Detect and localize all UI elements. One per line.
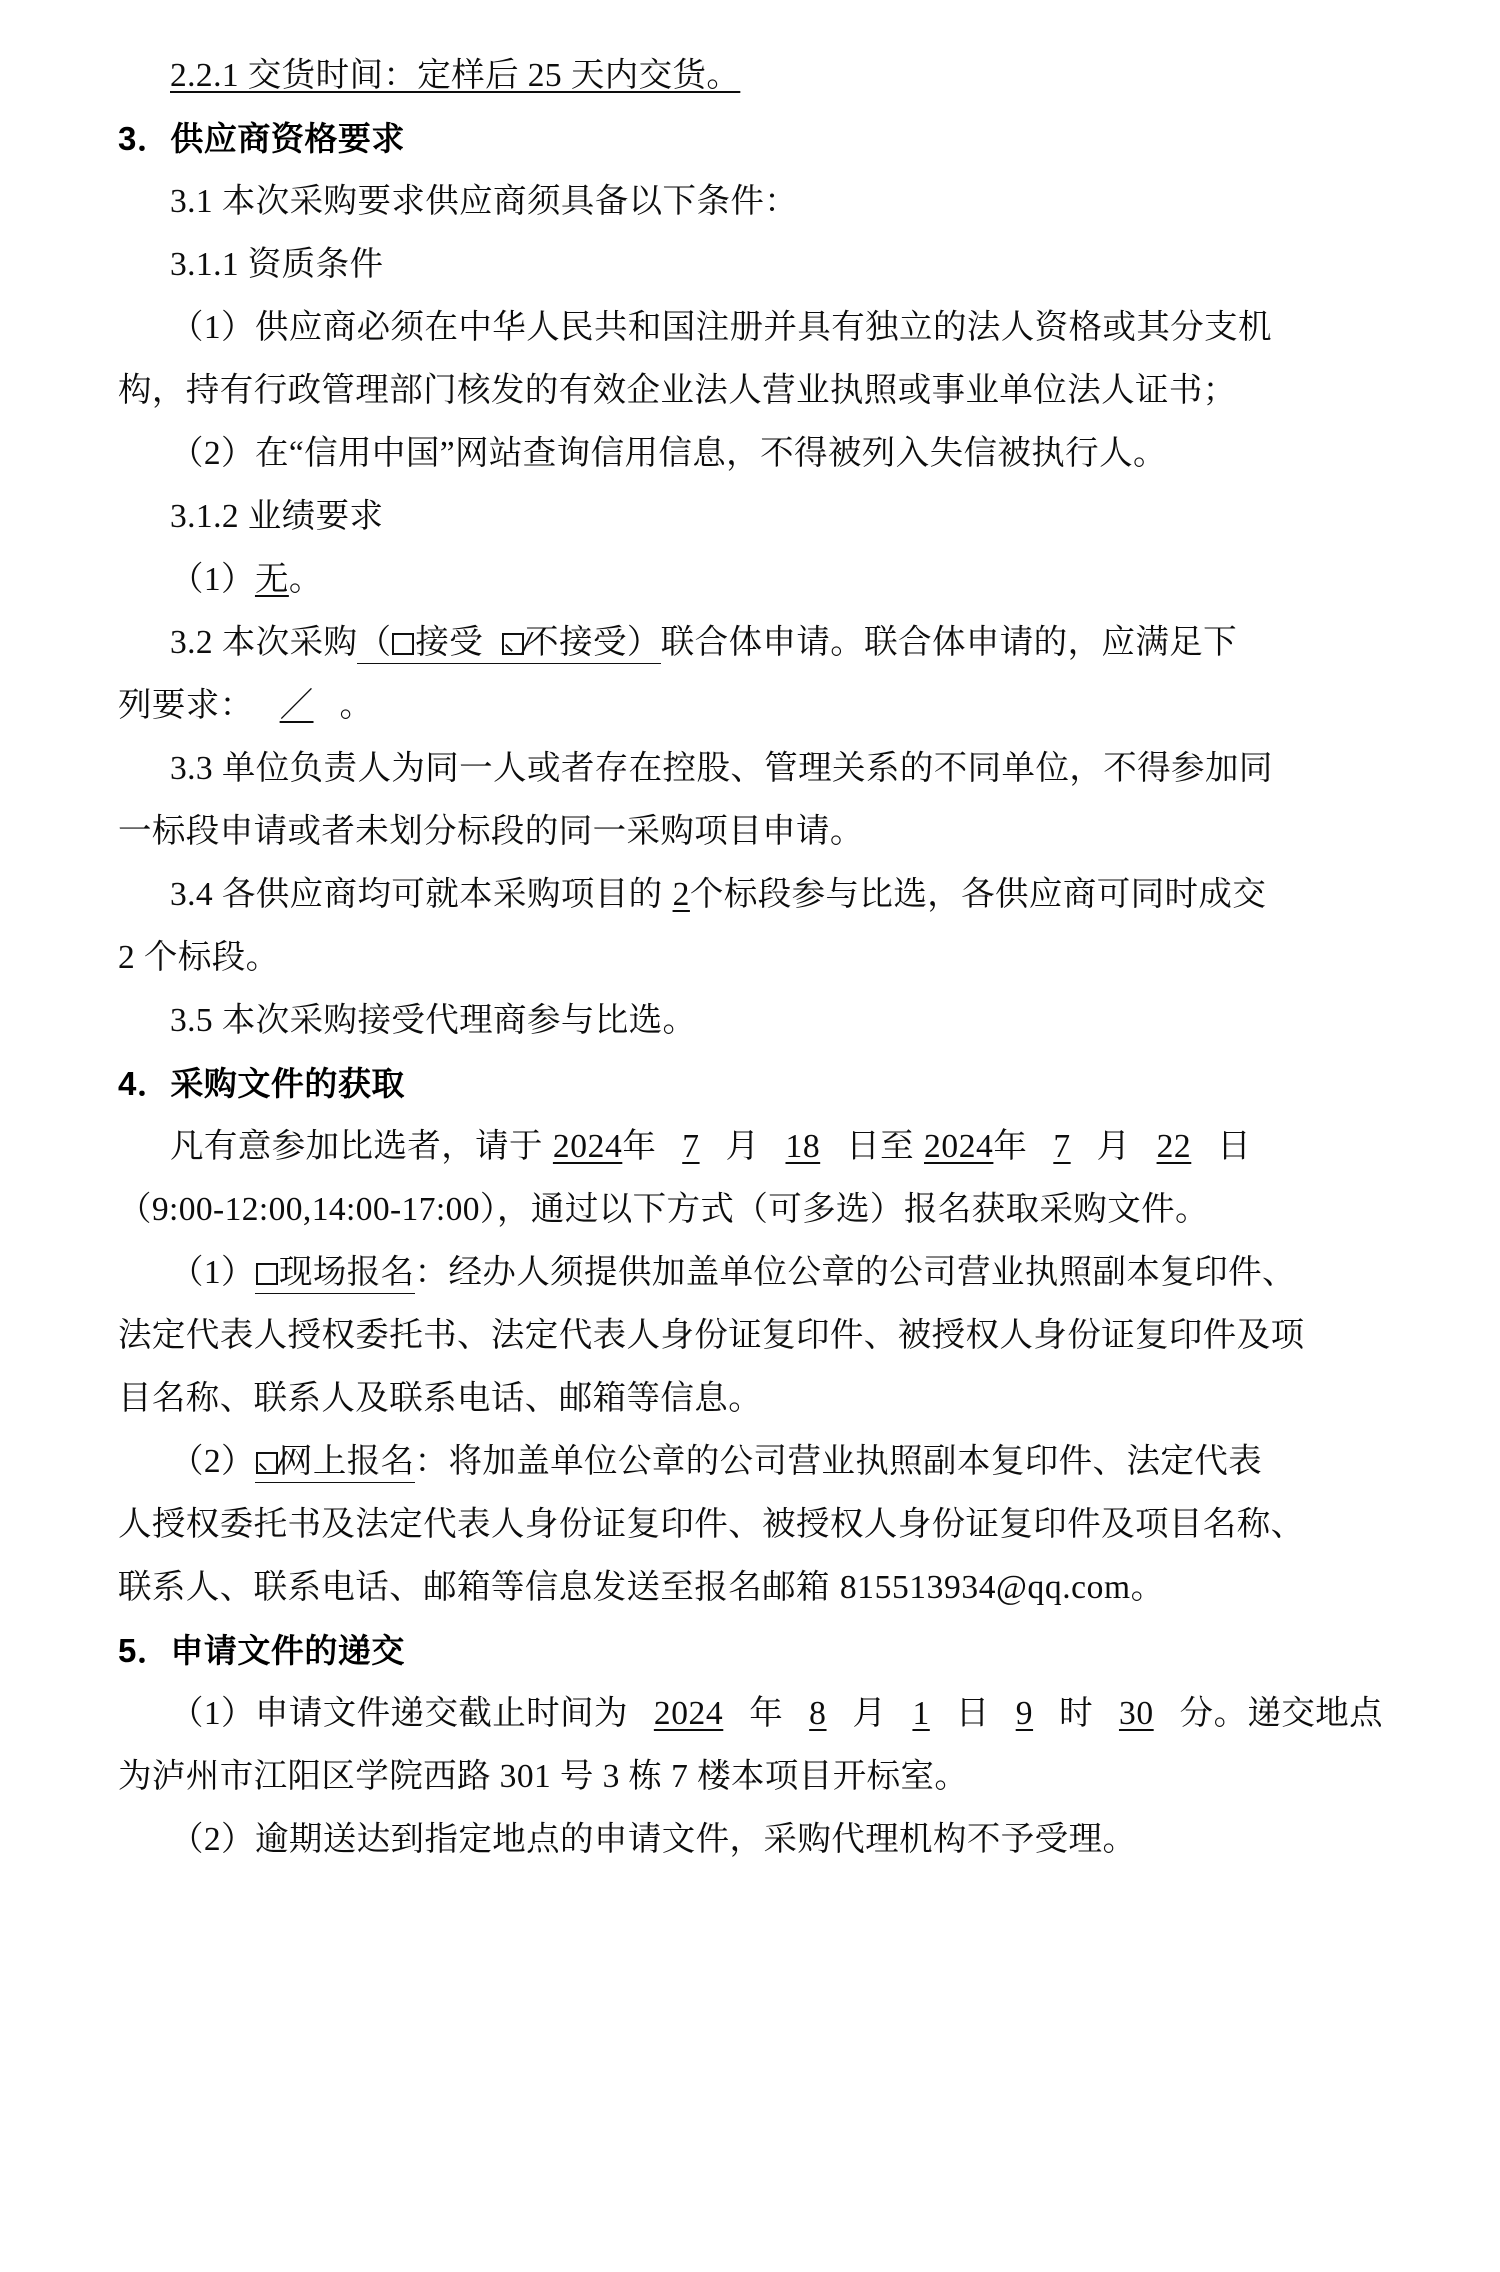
checkbox-reject-consortium[interactable] — [502, 633, 524, 655]
clause-3-3-line-2: 一标段申请或者未划分标段的同一采购项目申请。 — [118, 813, 864, 850]
end-month-value: 7 — [1053, 1128, 1071, 1165]
consortium-reject-label: 不接受 — [525, 624, 627, 661]
clause-3-2-requirement-prefix: 列要求： — [118, 687, 254, 724]
submission-day — [886, 1695, 955, 1732]
document-body — [118, 44, 1390, 1871]
registration-online-prefix: （2） — [170, 1443, 255, 1480]
submission-minute-unit: 分 — [1179, 1695, 1214, 1732]
registration-onsite-option[interactable] — [255, 1256, 415, 1294]
checkbox-accept-consortium[interactable] — [392, 633, 414, 655]
submission-month-value: 8 — [809, 1695, 827, 1732]
acquisition-end-month — [1027, 1128, 1096, 1165]
submission-month — [783, 1695, 852, 1732]
heading-4: 4．采购文件的获取 — [118, 1065, 405, 1102]
clause-3-2-line-2 — [118, 674, 1390, 737]
clause-3-2-prefix: 3.2 本次采购 — [170, 624, 358, 661]
acquisition-start-day — [759, 1128, 846, 1165]
clause-3-1-1-item-2: （2）在“信用中国”网站查询信用信息，不得被列入失信被执行人。 — [170, 435, 1167, 472]
submission-day-unit: 日 — [955, 1695, 990, 1732]
clause-3-2-line-1 — [118, 611, 1390, 674]
clause-3-1-1-item-1-line-2: 构，持有行政管理部门核发的有效企业法人营业执照或事业单位法人证书； — [118, 372, 1237, 409]
clause-3-2-requirement-suffix: 。 — [339, 687, 374, 724]
clause-3-1-1: 3.1.1 资质条件 — [170, 246, 384, 283]
submission-minute — [1093, 1695, 1180, 1732]
clause-3-4-suffix: 个标段参与比选，各供应商可同时成交 — [689, 876, 1267, 913]
registration-onsite-label: 现场报名 — [278, 1254, 415, 1291]
clause-3-1-2-item-1-suffix: 。 — [288, 561, 323, 598]
clause-3-1-2-item-1 — [118, 548, 1390, 611]
month-unit-1: 月 — [725, 1128, 760, 1165]
clause-2-2-1 — [118, 44, 1390, 107]
submission-minute-value: 30 — [1118, 1695, 1154, 1732]
clause-5-1-line-2: 为泸州市江阳区学院西路 301 号 3 栋 7 楼本项目开标室。 — [118, 1758, 969, 1795]
registration-online-option[interactable] — [255, 1445, 415, 1483]
day-unit-2: 日 — [1217, 1128, 1252, 1165]
clause-4-time-line: （9:00-12:00,14:00-17:00），通过以下方式（可多选）报名获取采购文件。 — [118, 1191, 1209, 1228]
submission-hour-unit: 时 — [1059, 1695, 1093, 1732]
end-day-value: 22 — [1156, 1128, 1192, 1165]
clause-3-1: 3.1 本次采购要求供应商须具备以下条件： — [170, 183, 799, 220]
registration-onsite-line-3: 目名称、联系人及联系电话、邮箱等信息。 — [118, 1380, 763, 1417]
registration-onsite-line-1 — [118, 1241, 1390, 1304]
heading-5: 5．申请文件的递交 — [118, 1632, 405, 1669]
month-unit-2: 月 — [1096, 1128, 1131, 1165]
checkbox-online-registration[interactable] — [256, 1452, 278, 1474]
clause-5-1-line-1 — [118, 1682, 1390, 1745]
consortium-accept-label: 接受 — [415, 624, 484, 661]
registration-online-line-2: 人授权委托书及法定代表人身份证复印件、被授权人身份证复印件及项目名称、 — [118, 1506, 1305, 1543]
registration-email-prefix: 联系人、联系电话、邮箱等信息发送至报名邮箱 — [118, 1569, 830, 1606]
submission-deadline-suffix: 。递交地点 — [1213, 1695, 1384, 1732]
registration-onsite-prefix: （1） — [170, 1254, 255, 1291]
submission-hour-value: 9 — [1015, 1695, 1034, 1732]
clause-3-1-2: 3.1.2 业绩要求 — [170, 498, 384, 535]
clause-4-prefix: 凡有意参加比选者，请于 — [170, 1128, 543, 1165]
clause-3-5: 3.5 本次采购接受代理商参与比选。 — [170, 1002, 697, 1039]
clause-3-4-line-1 — [118, 863, 1390, 926]
registration-onsite-line-2: 法定代表人授权委托书、法定代表人身份证复印件、被授权人身份证复印件及项 — [118, 1317, 1305, 1354]
clause-2-2-1-text: 2.2.1 交货时间：定样后 25 天内交货。 — [170, 57, 741, 94]
clause-3-1-2-item-1-value: 无 — [254, 561, 289, 598]
day-unit-1: 日至 — [846, 1128, 914, 1165]
submission-year-value: 2024 — [653, 1695, 724, 1732]
checkbox-onsite-registration[interactable] — [256, 1263, 278, 1285]
registration-online-rest: ：将加盖单位公章的公司营业执照副本复印件、法定代表 — [414, 1443, 1263, 1480]
clause-3-2-requirement-value — [254, 687, 340, 724]
registration-email-address: 815513934@qq.com — [839, 1569, 1131, 1606]
acquisition-start-month — [656, 1128, 725, 1165]
clause-3-4-lot-count: 2 — [672, 876, 690, 913]
consortium-close-paren: ） — [626, 624, 661, 661]
acquisition-end-day — [1131, 1128, 1218, 1165]
registration-email-suffix: 。 — [1130, 1569, 1165, 1606]
registration-onsite-rest: ：经办人须提供加盖单位公章的公司营业执照副本复印件、 — [414, 1254, 1296, 1291]
registration-online-line-3 — [118, 1556, 1390, 1619]
clause-3-4-prefix: 3.4 各供应商均可就本采购项目的 — [170, 876, 663, 913]
submission-year-unit: 年 — [749, 1695, 784, 1732]
start-day-value: 18 — [785, 1128, 821, 1165]
heading-3: 3．供应商资格要求 — [118, 120, 405, 157]
submission-deadline-prefix: （1）申请文件递交截止时间为 — [170, 1695, 628, 1732]
clause-3-2-suffix: 联合体申请。联合体申请的，应满足下 — [660, 624, 1238, 661]
registration-online-line-1 — [118, 1430, 1390, 1493]
clause-4-date-line — [118, 1115, 1390, 1178]
clause-3-3-line-1: 3.3 单位负责人为同一人或者存在控股、管理关系的不同单位，不得参加同 — [170, 750, 1273, 787]
submission-day-value: 1 — [912, 1695, 930, 1732]
submission-hour — [990, 1695, 1059, 1732]
clause-3-4-line-2: 2 个标段。 — [118, 939, 280, 976]
year-unit-1: 年 — [622, 1128, 657, 1165]
acquisition-start-year: 2024 — [552, 1128, 623, 1165]
submission-month-unit: 月 — [852, 1695, 887, 1732]
clause-5-2: （2）逾期送达到指定地点的申请文件，采购代理机构不予受理。 — [170, 1821, 1137, 1858]
consortium-option-group — [357, 626, 660, 664]
submission-year — [628, 1695, 749, 1732]
registration-online-label: 网上报名 — [278, 1443, 415, 1480]
clause-3-1-1-item-1-line-1: （1）供应商必须在中华人民共和国注册并具有独立的法人资格或其分支机 — [170, 309, 1272, 346]
start-month-value: 7 — [682, 1128, 700, 1165]
acquisition-end-year: 2024 — [924, 1128, 994, 1165]
clause-3-1-2-item-1-prefix: （1） — [170, 561, 255, 598]
requirement-slash: ／ — [279, 687, 314, 724]
year-unit-2: 年 — [993, 1128, 1028, 1165]
consortium-open-paren: （ — [357, 624, 392, 661]
